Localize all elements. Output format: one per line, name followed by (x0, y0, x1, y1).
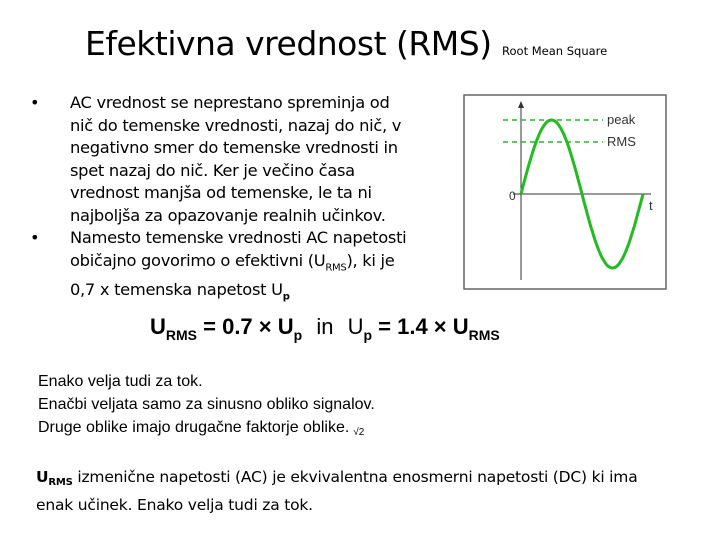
bullet-list (30, 92, 460, 309)
subscript-rms: RMS (325, 261, 347, 273)
bullet-2-line: 0,7 x temenska napetost U (70, 280, 283, 300)
eq-sub-rms: RMS (468, 327, 500, 343)
slide-title (85, 24, 607, 63)
rms-equation (150, 314, 500, 343)
footer-text-2: enak učinek. Enako velja tudi za tok. (36, 496, 313, 514)
bullet-item-2 (30, 227, 460, 309)
bullet-1-line: AC vrednost se neprestano spreminja od (70, 93, 390, 112)
eq-connector: in (316, 314, 334, 339)
notes-block (38, 370, 375, 441)
bullet-2-line: ), ki je (346, 250, 395, 270)
note-line: Druge oblike imajo drugačne faktorje oblike. (38, 419, 350, 436)
note-line-3 (38, 416, 375, 441)
bullet-1-line: vrednost manjša od temenske, le ta ni (70, 183, 372, 202)
footer-sub-rms: RMS (48, 477, 73, 488)
zero-label: 0 (509, 189, 516, 203)
bullet-1-line: spet nazaj do nič. Ker je večino časa (70, 160, 355, 180)
eq-sub-p: p (363, 327, 373, 343)
title-subtitle: Root Mean Square (502, 44, 608, 58)
eq-u-p: U (347, 314, 364, 339)
time-label: t (649, 198, 653, 213)
note-line: Enako velja tudi za tok. (38, 373, 203, 390)
eq-u-rms: U (150, 314, 166, 339)
diagram-frame (464, 95, 666, 289)
subscript-p: p (282, 291, 290, 303)
eq-part: = 0.7 × U (197, 314, 294, 339)
note-line: Enačbi veljata samo za sinusno obliko signalov. (38, 396, 375, 413)
bullet-item-1 (30, 92, 460, 227)
peak-label: peak (607, 112, 636, 127)
sine-waveform-diagram (463, 94, 667, 290)
title-main: Efektivna vrednost (RMS) (85, 24, 492, 63)
bullet-1-line: najboljša za opazovanje realnih učinkov. (70, 205, 386, 225)
bullet-2-line: Namesto temenske vrednosti AC napetosti (70, 228, 407, 247)
bullet-2-line: običajno govorimo o efektivni (U (70, 250, 326, 270)
eq-sub-rms: RMS (165, 327, 198, 343)
footer-u: U (36, 468, 49, 486)
footer-paragraph (36, 466, 696, 516)
bullet-1-line: nič do temenske vrednosti, nazaj do nič, v (70, 115, 402, 135)
footer-text: izmenične napetosti (AC) je ekvivalentna enosmerni napetosti (DC) ki ima (72, 468, 638, 486)
bullet-dot: • (30, 228, 40, 247)
rms-label: RMS (607, 134, 636, 149)
sqrt-two: √2 (353, 427, 365, 438)
eq-part: = 1.4 × U (372, 314, 469, 339)
bullet-1-line: negativno smer do temenske vrednosti in (70, 138, 398, 157)
eq-sub-p: p (293, 327, 303, 343)
bullet-dot: • (30, 93, 40, 112)
